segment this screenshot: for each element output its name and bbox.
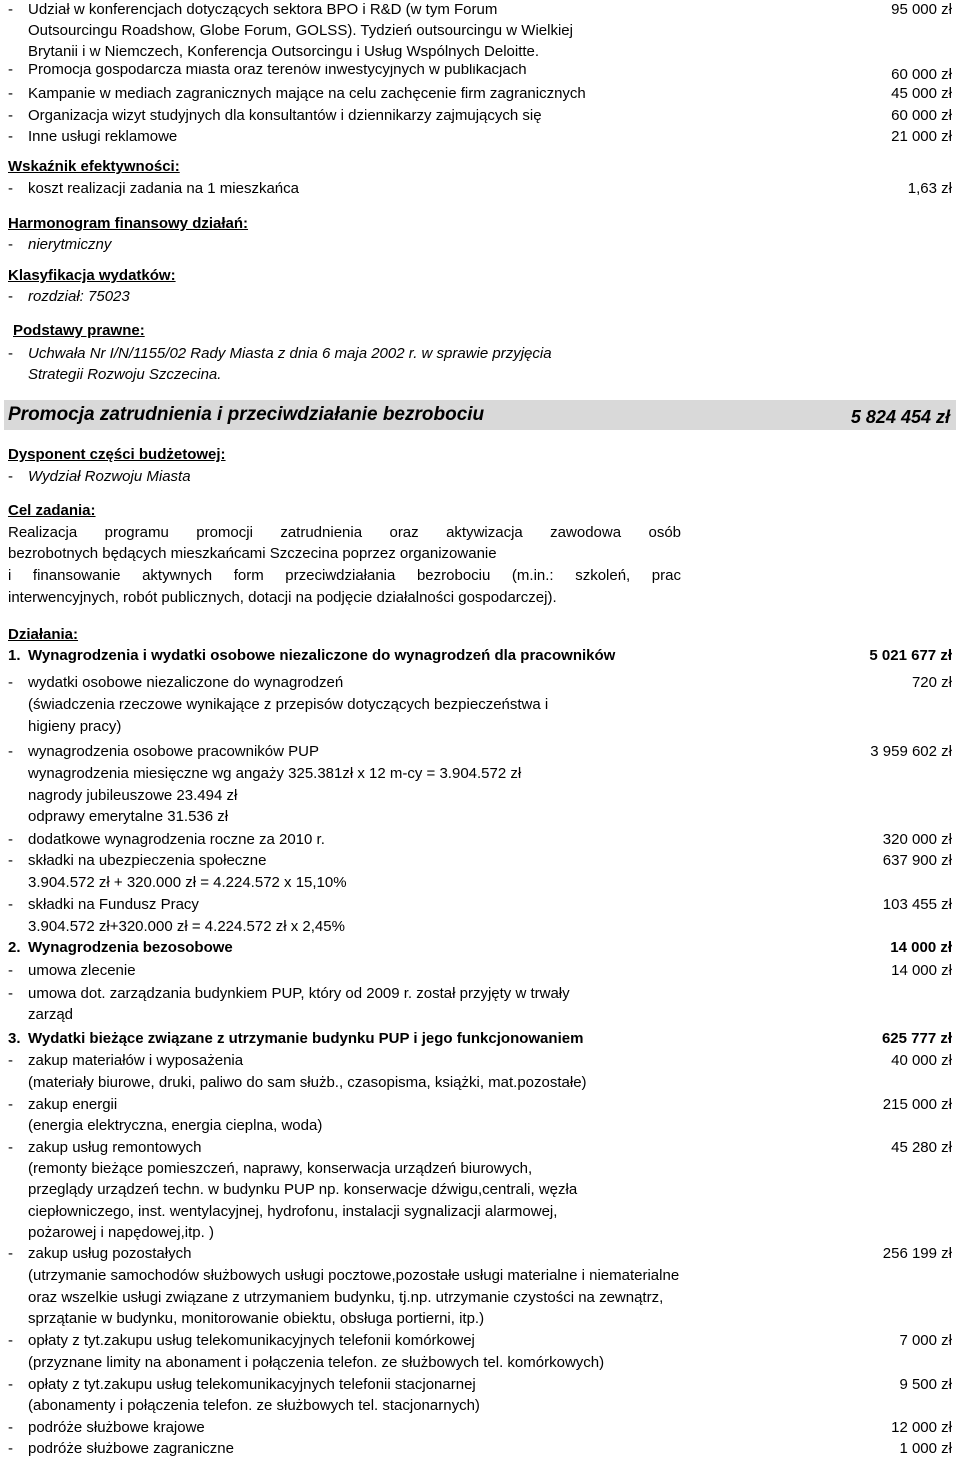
item-amount: 720 zł [911, 674, 952, 691]
dash: - [8, 1440, 13, 1457]
item-line: higieny pracy) [28, 718, 122, 735]
item-amount: 12 000 zł [891, 1419, 952, 1436]
goal-line: Realizacja programu promocji zatrudnienia oraz aktywizacja zawodowa osób [8, 524, 681, 541]
list-item-amount: 45 000 zł [891, 85, 952, 102]
group-amount: 14 000 zł [890, 939, 952, 956]
dash: - [8, 345, 13, 362]
dash: - [8, 1052, 13, 1069]
goal-line: bezrobotnych będących mieszkańcami Szczecina poprzez organizowanie [8, 545, 497, 562]
dash: - [8, 896, 13, 913]
item-line: (remonty bieżące pomieszczeń, naprawy, konserwacja urządzeń biurowych, [28, 1160, 533, 1177]
dash: - [8, 64, 13, 78]
group-amount: 5 021 677 zł [869, 647, 952, 664]
item-amount: 40 000 zł [891, 1052, 952, 1069]
item-line: odprawy emerytalne 31.536 zł [28, 808, 229, 825]
item-amount: 320 000 zł [882, 831, 952, 848]
dash: - [8, 85, 13, 102]
dash: - [8, 288, 13, 305]
item-line: wynagrodzenia osobowe pracowników PUP [28, 743, 319, 760]
dash: - [8, 743, 13, 760]
dash: - [8, 1139, 13, 1156]
item-line: składki na Fundusz Pracy [28, 896, 199, 913]
item-line: opłaty z tyt.zakupu usług telekomunikacyjnych telefonii komórkowej [28, 1332, 475, 1349]
legal-heading: Podstawy prawne: [13, 322, 145, 339]
item-line: zakup materiałów i wyposażenia [28, 1052, 244, 1069]
list-item-text: Brytanii i w Niemczech, Konferencja Outsorcingu i Usług Wspólnych Deloitte. [28, 43, 540, 60]
dispatcher-heading: Dysponent części budżetowej: [8, 446, 226, 463]
list-item-text: Inne usługi reklamowe [28, 128, 178, 145]
item-amount: 14 000 zł [891, 962, 952, 979]
list-item-text: Kampanie w mediach zagranicznych mające na celu zachęcenie firm zagranicznych [28, 85, 586, 102]
item-amount: 637 900 zł [882, 852, 952, 869]
dash: - [8, 852, 13, 869]
item-line: zakup usług pozostałych [28, 1245, 192, 1262]
dash: - [8, 985, 13, 1002]
item-line: wydatki osobowe niezaliczone do wynagrodzeń [28, 674, 344, 691]
dash: - [8, 128, 13, 145]
dash: - [8, 107, 13, 124]
efficiency-heading: Wskaźnik efektywności: [8, 158, 180, 175]
list-item-text: Udział w konferencjach dotyczących sektora BPO i R&D (w tym Forum [28, 1, 498, 18]
item-line: podróże służbowe zagraniczne [28, 1440, 234, 1457]
section-amount: 5 824 454 zł [850, 407, 950, 427]
item-amount: 103 455 zł [882, 896, 952, 913]
goal-line: i finansowanie aktywnych form przeciwdziałania bezrobociu (m.in.: szkoleń, prac [8, 567, 681, 584]
item-line: (utrzymanie samochodów służbowych usługi pocztowe,pozostałe usługi materialne i niematerialne [28, 1267, 680, 1284]
dash: - [8, 468, 13, 485]
item-amount: 7 000 zł [899, 1332, 952, 1349]
item-line: 3.904.572 zł+320.000 zł = 4.224.572 zł x 2,45% [28, 918, 345, 935]
item-line: wynagrodzenia miesięczne wg angaży 325.381zł x 12 m-cy = 3.904.572 zł [28, 765, 522, 782]
item-amount: 256 199 zł [882, 1245, 952, 1262]
dash: - [8, 1096, 13, 1113]
item-amount: 1 000 zł [899, 1440, 952, 1457]
list-item-text: Organizacja wizyt studyjnych dla konsultantów i dziennikarzy zajmujących się [28, 107, 542, 124]
list-item-amount: 60 000 zł [891, 66, 952, 83]
item-line: umowa dot. zarządzania budynkiem PUP, który od 2009 r. został przyjęty w trwały [28, 985, 570, 1002]
item-line: (energia elektryczna, energia cieplna, woda) [28, 1117, 323, 1134]
item-line: zakup usług remontowych [28, 1139, 202, 1156]
item-line: sprzątanie w budynku, monitorowanie obiektu, obsługa portierni, itp.) [28, 1310, 485, 1327]
dash: - [8, 674, 13, 691]
dash: - [8, 236, 13, 253]
item-line: (abonamenty i połączenia telefon. ze służbowych tel. stacjonarnych) [28, 1397, 480, 1414]
item-line: oraz wszelkie usługi związane z utrzymaniem budynku, tj.np. utrzymanie czystości na zewnątrz, [28, 1289, 664, 1306]
actions-heading: Działania: [8, 626, 79, 643]
dash: - [8, 1376, 13, 1393]
item-line: (przyznane limity na abonament i połączenia telefon. ze służbowych tel. komórkowych) [28, 1354, 605, 1371]
dash: - [8, 962, 13, 979]
group-title: Wynagrodzenia i wydatki osobowe niezaliczone do wynagrodzeń dla pracowników [28, 647, 616, 664]
clipped-line [8, 64, 708, 79]
item-line: (materiały biurowe, druki, paliwo do sam służb., czasopisma, książki, mat.pozostałe) [28, 1074, 587, 1091]
section-title: Promocja zatrudnienia i przeciwdziałanie bezrobociu [8, 404, 485, 425]
item-line: opłaty z tyt.zakupu usług telekomunikacyjnych telefonii stacjonarnej [28, 1376, 476, 1393]
classification-item: rozdział: 75023 [28, 288, 130, 305]
dispatcher-item: Wydział Rozwoju Miasta [28, 468, 191, 485]
item-line: przeglądy urządzeń techn. w budynku PUP np. konserwacje dźwigu,centrali, węzła [28, 1181, 578, 1198]
item-line: umowa zlecenie [28, 962, 136, 979]
efficiency-amount: 1,63 zł [907, 180, 952, 197]
classification-heading: Klasyfikacja wydatków: [8, 267, 176, 284]
item-line: ciepłowniczego, inst. wentylacyjnej, hydrofonu, instalacji sygnalizacji alarmowej, [28, 1203, 558, 1220]
dash: - [8, 831, 13, 848]
goal-line: interwencyjnych, robót publicznych, dotacji na podjęcie działalności gospodarczej). [8, 589, 557, 606]
list-item-amount: 60 000 zł [891, 107, 952, 124]
item-line: dodatkowe wynagrodzenia roczne za 2010 r. [28, 831, 325, 848]
item-amount: 215 000 zł [882, 1096, 952, 1113]
group-title: Wynagrodzenia bezosobowe [28, 939, 233, 956]
goal-heading: Cel zadania: [8, 502, 96, 519]
item-line: zarząd [28, 1006, 74, 1023]
group-amount: 625 777 zł [881, 1030, 952, 1047]
item-amount: 3 959 602 zł [870, 743, 952, 760]
list-item-amount: 21 000 zł [891, 128, 952, 145]
group-number: 1. [8, 647, 21, 664]
legal-line: Uchwała Nr I/N/1155/02 Rady Miasta z dnia 6 maja 2002 r. w sprawie przyjęcia [28, 345, 552, 362]
item-line: pożarowej i napędowej,itp. ) [28, 1224, 214, 1241]
dash: - [8, 1, 13, 18]
item-amount: 9 500 zł [899, 1376, 952, 1393]
group-number: 3. [8, 1030, 21, 1047]
item-line: nagrody jubileuszowe 23.494 zł [28, 787, 238, 804]
list-item-amount: 95 000 zł [891, 1, 952, 18]
item-amount: 45 280 zł [891, 1139, 952, 1156]
group-title: Wydatki bieżące związane z utrzymanie budynku PUP i jego funkcjonowaniem [28, 1030, 584, 1047]
dash: - [8, 1419, 13, 1436]
schedule-item: nierytmiczny [28, 236, 112, 253]
group-number: 2. [8, 939, 21, 956]
dash: - [8, 1245, 13, 1262]
list-item-text: Promocja gospodarcza miasta oraz terenów inwestycyjnych w publikacjach [28, 64, 527, 78]
dash: - [8, 180, 13, 197]
legal-line: Strategii Rozwoju Szczecina. [28, 366, 222, 383]
item-line: zakup energii [28, 1096, 118, 1113]
list-item-text: Outsourcingu Roadshow, Globe Forum, GOLSS). Tydzień outsourcingu w Wielkiej [28, 22, 573, 39]
item-line: (świadczenia rzeczowe wynikające z przepisów dotyczących bezpieczeństwa i [28, 696, 549, 713]
item-line: 3.904.572 zł + 320.000 zł = 4.224.572 x 15,10% [28, 874, 347, 891]
efficiency-item: koszt realizacji zadania na 1 mieszkańca [28, 180, 299, 197]
item-line: składki na ubezpieczenia społeczne [28, 852, 267, 869]
dash: - [8, 1332, 13, 1349]
schedule-heading: Harmonogram finansowy działań: [8, 215, 249, 232]
item-line: podróże służbowe krajowe [28, 1419, 205, 1436]
